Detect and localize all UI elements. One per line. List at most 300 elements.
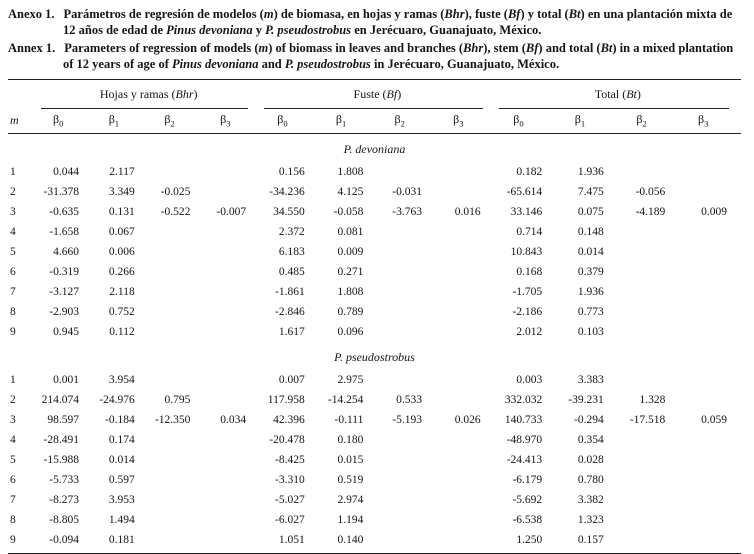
cell-value [436,490,495,510]
cell-model-number: 7 [10,285,16,298]
text: Parámetros de regresión de modelos ( [63,7,264,21]
cell-value: -0.294 [574,413,604,426]
cell-value: 0.007 [278,373,305,386]
cell-value [679,430,741,450]
group-header-total [495,80,741,106]
cell-value: 4.660 [53,245,80,258]
cell-value: 0.533 [396,393,422,406]
cell-value [204,322,260,342]
text: ) of biomass in leaves and branches ( [268,41,464,55]
cell-model-number: 1 [10,373,16,386]
cell-value [679,322,741,342]
cell-value [618,510,680,530]
cell-value: -28.491 [43,433,80,446]
cell-value: 7.475 [577,185,604,198]
cell-value: 3.953 [108,493,135,506]
cell-value [377,262,436,282]
cell-value [204,430,260,450]
cell-value [377,530,436,553]
cell-value [618,302,680,322]
column-header-beta3: $\beta_3$ [204,110,260,134]
cell-value [377,322,436,342]
cell-value: -1.658 [49,225,80,238]
cell-value [204,262,260,282]
cell-value: 0.597 [108,473,135,486]
cell-value: 214.074 [41,393,80,406]
cell-value: -24.976 [99,393,135,406]
italic-text: Bhr [175,87,194,101]
italic-text: Bhr [444,7,465,21]
text: and [258,56,285,71]
section-title: P. devoniana [343,142,406,157]
cell-value: 0.795 [164,393,191,406]
cell-value: -4.189 [635,205,666,218]
cell-value: 1.808 [337,285,364,298]
cell-value: 0.112 [109,325,135,338]
cell-value: 2.974 [337,493,364,506]
cell-model-number: 9 [10,325,16,338]
cell-value: -31.378 [43,185,80,198]
italic-text: Pinus devoniana [172,56,259,71]
cell-value [377,430,436,450]
cell-value: -5.733 [49,473,80,486]
cell-value: 0.148 [577,225,604,238]
cell-value [618,262,680,282]
cell-value [149,302,205,322]
cell-value [679,282,741,302]
cell-value [436,182,495,202]
italic-text: Pinus devoniana [166,22,253,37]
cell-value: 6.183 [278,245,305,258]
cell-value [679,302,741,322]
cell-value [149,530,205,553]
cell-value [204,222,260,242]
cell-value: 0.519 [337,473,364,486]
rule-fuste [264,108,483,109]
cell-value: 0.096 [337,325,364,338]
cell-value [436,390,495,410]
table-row [8,202,741,222]
cell-value: 0.044 [53,165,80,178]
cell-value [679,390,741,410]
caption-spanish [8,7,741,38]
cell-value: -0.007 [216,205,247,218]
cell-value: -12.350 [154,413,191,426]
cell-value: 98.597 [47,413,80,426]
cell-value: 3.383 [577,373,604,386]
cell-value: 0.015 [337,453,364,466]
cell-value: -0.058 [333,205,364,218]
cell-value: 2.118 [109,285,135,298]
cell-value: -65.614 [506,185,543,198]
cell-value [618,450,680,470]
cell-value [149,282,205,302]
cell-value [618,490,680,510]
cell-value: -3.310 [275,473,305,486]
cell-value: -2.186 [512,305,543,318]
cell-value [436,322,495,342]
caption-spanish-label: Anexo 1. [8,7,55,21]
cell-value [679,162,741,182]
cell-value [204,390,260,410]
text: Parameters of regression of models ( [64,41,259,55]
text: ) in a mixed plantation of 12 years of age of [63,41,734,71]
cell-value: 1.936 [577,165,604,178]
cell-value: 0.773 [577,305,604,318]
cell-value: 3.382 [577,493,604,506]
cell-value [377,162,436,182]
cell-model-number: 8 [10,305,16,318]
cell-value: 0.075 [577,205,604,218]
cell-value: 0.131 [108,205,135,218]
cell-value [377,302,436,322]
cell-value [679,530,741,553]
cell-value: -0.025 [160,185,191,198]
table-row [8,302,741,322]
cell-value [679,510,741,530]
cell-model-number: 2 [10,393,16,406]
cell-value [618,162,680,182]
cell-value: 0.266 [108,265,135,278]
column-header-beta2: $\beta_2$ [149,110,205,134]
text: en Jerécuaro, Guanajuato, México. [351,22,542,37]
column-header-beta0: $\beta_0$ [495,110,557,134]
cell-value: 1.051 [260,530,319,553]
cell-value: 0.014 [108,453,135,466]
cell-value: -6.179 [512,473,543,486]
cell-value: -6.027 [275,513,305,526]
table-row [8,370,741,390]
cell-value [436,530,495,553]
cell-value [377,490,436,510]
table-row [8,242,741,262]
cell-value [149,430,205,450]
table-body [8,134,741,554]
cell-value: 1.250 [495,530,557,553]
italic-text: P. pseudostrobus [265,22,352,37]
text: y [252,22,266,37]
table-row [8,490,741,510]
cell-value [618,322,680,342]
cell-value [618,222,680,242]
column-header-beta3: $\beta_3$ [679,110,741,134]
cell-value: -8.273 [49,493,80,506]
italic-text: m [258,41,269,55]
cell-value [377,370,436,390]
cell-value [436,450,495,470]
cell-value: 0.103 [577,325,604,338]
cell-value: 0.156 [278,165,305,178]
cell-model-number: 1 [10,165,16,178]
cell-value: 0.271 [337,265,364,278]
cell-value: 0.003 [516,373,543,386]
cell-value [377,470,436,490]
cell-value [204,470,260,490]
cell-value [436,162,495,182]
cell-value: 0.379 [577,265,604,278]
cell-value: -0.111 [334,413,364,426]
cell-value [204,242,260,262]
cell-value: -24.413 [506,453,543,466]
cell-value: -1.705 [512,285,543,298]
cell-value [204,530,260,553]
column-header-beta2: $\beta_2$ [618,110,680,134]
cell-model-number: 2 [10,185,16,198]
regression-parameters-table [8,79,741,554]
cell-value [679,182,741,202]
column-header-beta0: $\beta_0$ [260,110,319,134]
cell-value: -2.846 [275,305,305,318]
column-header-m [8,110,37,134]
cell-value: -17.518 [629,413,666,426]
cell-value: 0.181 [93,530,149,553]
cell-value: 2.975 [337,373,364,386]
cell-value: -39.231 [568,393,604,406]
cell-value [679,470,741,490]
rule-total [499,108,729,109]
cell-value [436,370,495,390]
cell-value [618,242,680,262]
text: ) [636,87,641,101]
column-header-beta1: $\beta_1$ [556,110,618,134]
text: ) [193,87,198,101]
cell-value: 0.067 [108,225,135,238]
text: ) en una plantación mixta de 12 años de edad de [63,7,733,37]
cell-value: 1.617 [278,325,305,338]
caption-english [8,41,741,72]
cell-value: 0.780 [577,473,604,486]
cell-value [204,490,260,510]
cell-model-number: 4 [10,225,16,238]
cell-value [204,162,260,182]
table-row [8,410,741,430]
group-header-hojas-y-ramas [37,80,260,106]
cell-model-number: 7 [10,493,16,506]
cell-value: -15.988 [43,453,80,466]
cell-value [149,222,205,242]
cell-value: 1.328 [639,393,666,406]
cell-value: 0.714 [516,225,543,238]
cell-value: 33.146 [510,205,543,218]
cell-value [436,282,495,302]
cell-value [204,282,260,302]
cell-value: 140.733 [504,413,543,426]
cell-value [149,242,205,262]
cell-model-number: 9 [8,530,37,553]
text: ) de biomasa, en hojas y ramas ( [273,7,445,21]
cell-value: -8.805 [49,513,80,526]
text: Total ( [594,87,627,101]
italic-text: Bt [600,41,613,55]
cell-value [436,430,495,450]
cell-value [149,322,205,342]
cell-value: 34.550 [273,205,305,218]
cell-value: -0.184 [105,413,135,426]
column-header-beta1: $\beta_1$ [319,110,378,134]
cell-value: 0.174 [108,433,135,446]
cell-value [436,222,495,242]
cell-value [436,262,495,282]
cell-value [377,450,436,470]
cell-value [204,450,260,470]
table-row [8,262,741,282]
cell-value [679,242,741,262]
italic-text: P. pseudostrobus [284,56,371,71]
cell-value [679,490,741,510]
column-header-beta2: $\beta_2$ [377,110,436,134]
cell-value: -14.254 [327,393,364,406]
group-header-fuste [260,80,495,106]
cell-value: -0.094 [37,530,93,553]
cell-model-number: 4 [10,433,16,446]
italic-text: Bt [626,87,637,101]
table-row [8,182,741,202]
table-row [8,450,741,470]
cell-model-number: 5 [10,453,16,466]
m-label: m [10,112,19,127]
column-header-beta3: $\beta_3$ [436,110,495,134]
cell-value: 0.016 [454,205,481,218]
cell-value: -0.031 [392,185,422,198]
cell-value: 0.157 [556,530,618,553]
cell-value: 1.194 [337,513,364,526]
cell-value: 0.001 [53,373,80,386]
cell-value [204,302,260,322]
cell-value: 0.014 [577,245,604,258]
cell-value [618,470,680,490]
text: ), fuste ( [464,7,508,21]
cell-value: -6.538 [512,513,543,526]
cell-value [149,450,205,470]
table-row [8,282,741,302]
cell-value: 0.028 [577,453,604,466]
cell-value: -48.970 [506,433,543,446]
cell-value: -0.319 [49,265,80,278]
table-row [8,470,741,490]
cell-value [204,182,260,202]
cell-value [679,370,741,390]
cell-value: 0.059 [701,413,727,426]
cell-value [679,450,741,470]
column-header-beta0: $\beta_0$ [37,110,93,134]
cell-value: -3.763 [392,205,422,218]
cell-value: 0.081 [337,225,364,238]
cell-model-number: 5 [10,245,16,258]
cell-value: 3.954 [108,373,135,386]
italic-text: Bhr [463,41,484,55]
cell-value: 1.808 [337,165,364,178]
cell-value: -20.478 [269,433,305,446]
cell-value [618,282,680,302]
cell-value: 1.494 [108,513,135,526]
rule-hojas-y-ramas [41,108,248,109]
cell-value: 0.026 [454,413,481,426]
cell-value: 4.125 [337,185,364,198]
text: ) and total ( [538,41,601,55]
table-row [8,430,741,450]
cell-value: 117.958 [267,393,305,406]
cell-value [436,510,495,530]
group-header-row [8,80,741,106]
table-row [8,322,741,342]
text: ) y total ( [520,7,569,21]
cell-value: 0.945 [53,325,80,338]
cell-value [149,162,205,182]
cell-value: -34.236 [269,185,305,198]
cell-value: -0.635 [49,205,80,218]
cell-model-number: 8 [10,513,16,526]
cell-value: 1.323 [577,513,604,526]
italic-text: Bf [507,7,521,21]
cell-value [149,262,205,282]
text: Hojas y ramas ( [99,87,176,101]
cell-value [204,510,260,530]
section-row [8,342,741,370]
cell-model-number: 6 [10,473,16,486]
italic-text: Bf [525,41,539,55]
cell-value: -5.692 [512,493,543,506]
cell-value: -0.522 [160,205,191,218]
cell-value: 0.789 [337,305,364,318]
cell-value [436,470,495,490]
cell-value [149,490,205,510]
table-row [8,222,741,242]
caption-english-label: Annex 1. [8,41,56,55]
italic-text: m [263,7,274,21]
section-title: P. pseudostrobus [334,350,415,365]
cell-value: -8.425 [275,453,305,466]
cell-value: 0.034 [220,413,247,426]
cell-value [618,530,680,553]
cell-value [436,242,495,262]
cell-value: -1.861 [275,285,305,298]
italic-text: Bt [568,7,581,21]
cell-value: -0.056 [635,185,666,198]
cell-value: 10.843 [510,245,543,258]
cell-value: 2.372 [278,225,305,238]
table-row [8,162,741,182]
italic-text: Bf [386,87,398,101]
text: ), stem ( [483,41,526,55]
table-row [8,530,741,553]
caption-spanish-text [63,7,732,37]
cell-value: 42.396 [273,413,305,426]
cell-value: 0.168 [516,265,543,278]
cell-value: 1.936 [577,285,604,298]
cell-value [377,222,436,242]
cell-value: 0.180 [337,433,364,446]
cell-value [679,222,741,242]
text: in Jerécuaro, Guanajuato, México. [370,56,560,71]
cell-value [377,242,436,262]
cell-value: 0.140 [319,530,378,553]
cell-value: 0.006 [108,245,135,258]
cell-value [618,370,680,390]
cell-value [149,470,205,490]
table-row [8,510,741,530]
cell-value: 0.009 [337,245,364,258]
text: ) [397,87,402,101]
text: Fuste ( [353,87,387,101]
cell-value: 2.117 [109,165,135,178]
cell-value: 0.354 [577,433,604,446]
cell-value: 3.349 [108,185,135,198]
cell-model-number: 3 [10,413,16,426]
cell-model-number: 6 [10,265,16,278]
column-header-beta1: $\beta_1$ [93,110,149,134]
cell-value [618,430,680,450]
cell-value [149,510,205,530]
